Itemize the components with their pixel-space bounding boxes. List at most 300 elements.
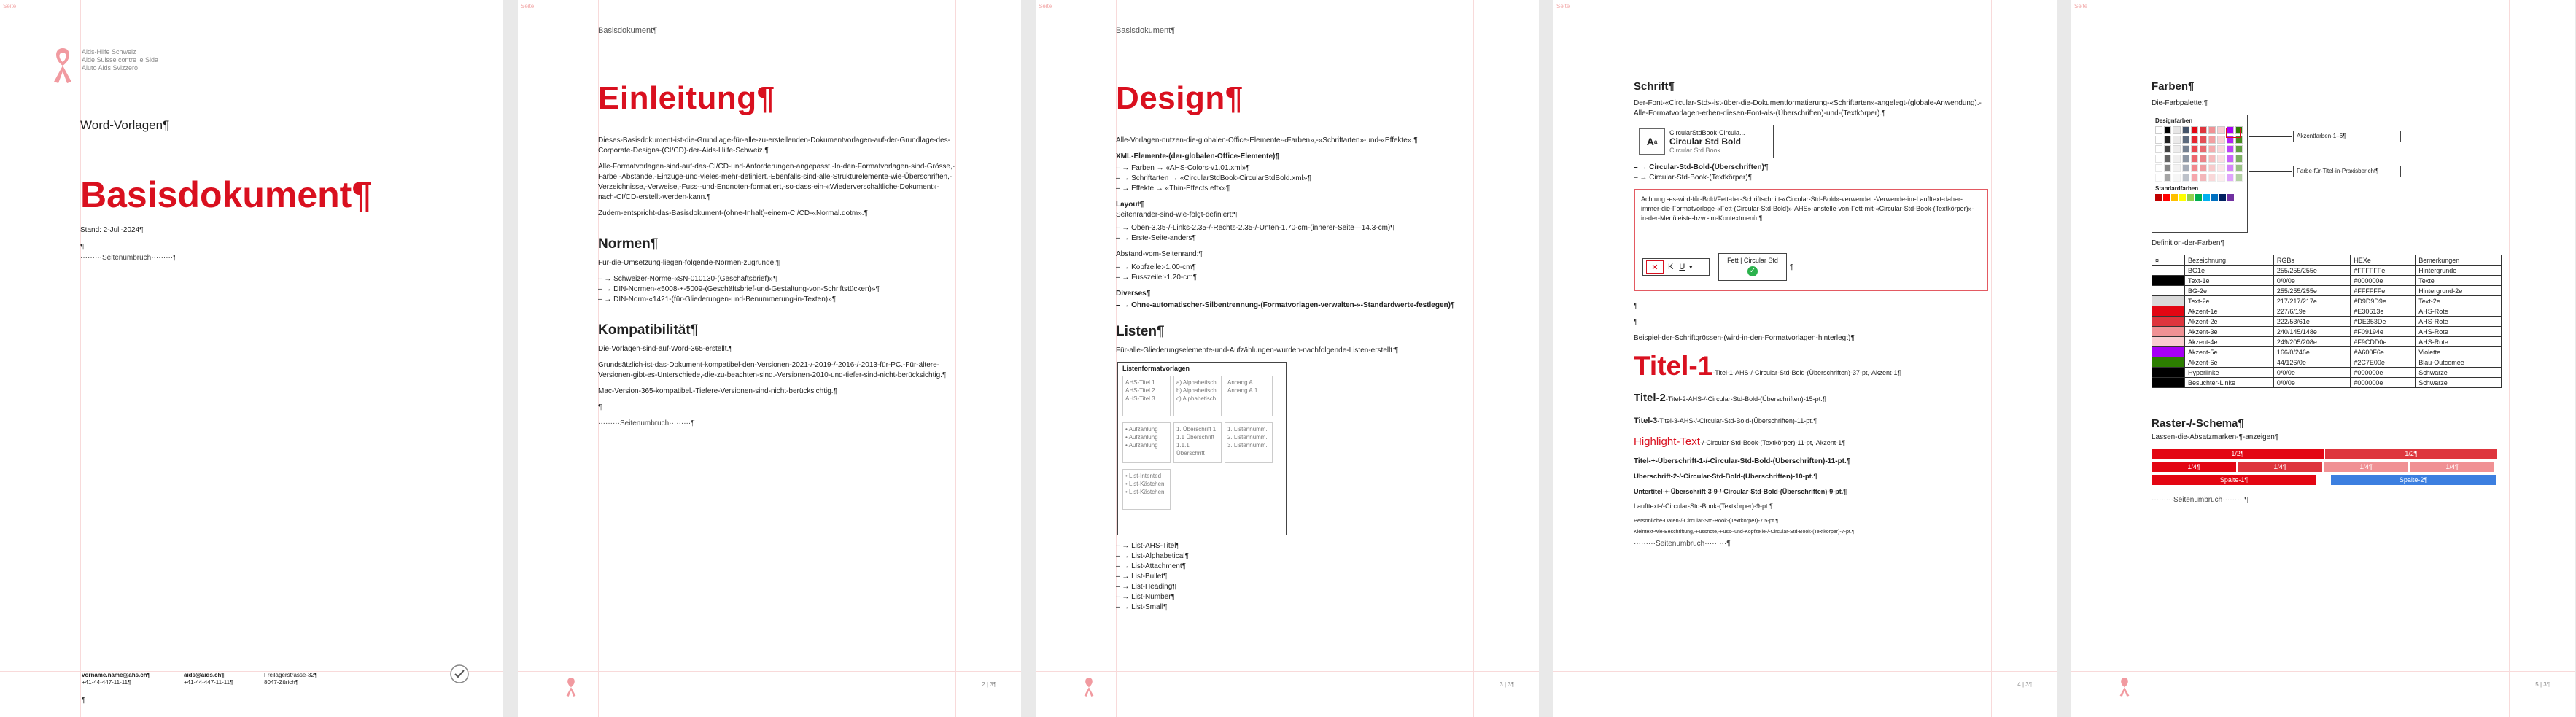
table-cell: #000000e xyxy=(2351,276,2416,286)
table-row xyxy=(2152,266,2502,276)
sample-title-2 xyxy=(1634,392,1991,405)
color-swatch[interactable] xyxy=(2217,126,2224,134)
color-swatch[interactable] xyxy=(2173,136,2180,144)
paragraph: Die-Vorlagen-sind-auf-Word-365-erstellt.¶ xyxy=(598,345,733,353)
sample-desc: -Titel-2-AHS-/-Circular-Std-Bold-(Überschriften)-15-pt.¶ xyxy=(1665,395,1826,403)
table-cell: #DE353De xyxy=(2351,317,2416,327)
grid-cell: 1/4¶ xyxy=(2152,462,2236,472)
paragraph: Mac-Version-365-kompatibel.-Tiefere-Versionen-sind-nicht-berücksichtig.¶ xyxy=(598,387,837,395)
table-cell: Akzent-6e xyxy=(2185,357,2274,368)
color-swatch[interactable] xyxy=(2173,155,2180,163)
list-item: – → Schweizer-Norme-«SN-010130-(Geschäftsbrief)»¶ xyxy=(598,274,955,284)
sample-title-1 xyxy=(1634,351,1991,381)
table-cell: Besuchter-Linke xyxy=(2185,378,2274,388)
sample-text: Highlight-Text xyxy=(1634,435,1700,448)
list-style-option[interactable] xyxy=(1173,376,1222,416)
heading-norms: Normen¶ xyxy=(598,236,659,252)
table-cell: 0/0/0e xyxy=(2273,368,2350,378)
list-style-option[interactable] xyxy=(1122,422,1171,463)
page-3 xyxy=(1036,0,1539,717)
color-swatch[interactable] xyxy=(2182,164,2189,172)
color-swatch[interactable] xyxy=(2200,174,2207,182)
color-swatch[interactable] xyxy=(2155,145,2162,153)
list-item: – → List-Small¶ xyxy=(1116,602,1473,613)
color-swatch[interactable] xyxy=(2235,155,2243,163)
sample-row: Kleintext-wie-Beschriftung,-Fussnote,-Fuss--und-Kopfzeile-/-Circular-Std-Book-(Textkörper)-7-pt.¶ xyxy=(1634,530,1855,535)
table-cell: 0/0/0e xyxy=(2273,276,2350,286)
color-swatch-cell xyxy=(2152,286,2185,296)
table-cell: AHS-Rote xyxy=(2416,317,2502,327)
list-style-line: 1.1.1 Überschrift xyxy=(1176,442,1205,457)
page-number: 3 | 3¶ xyxy=(1500,681,1514,688)
pilcrow: ¶ xyxy=(82,697,86,705)
color-swatch[interactable] xyxy=(2235,174,2243,182)
list-style-line: AHS-Titel 2 xyxy=(1125,387,1155,394)
footer-phone: +41-44-447-11-11¶ xyxy=(82,679,131,686)
list-style-line: a) Alphabetisch xyxy=(1176,379,1217,386)
sample-row: Überschrift-2-/-Circular-Std-Bold-(Überschriften)-10-pt.¶ xyxy=(1634,473,1817,481)
aids-ribbon-icon xyxy=(2117,675,2133,697)
grid-row-halves xyxy=(2152,449,2509,459)
table-row xyxy=(2152,306,2502,317)
paragraph: Alle-Formatvorlagen-sind-auf-das-CI/CD-und-Anforderungen-angepasst.-In-den-Formatvorlagen-sind-Grösse,-Farbe,-Abstände,-Einzüge-und-vieles-mehr-definiert.-Ebenfalls-sind-alle-Strukturelemente-wie-Überschriften,-Verzeichnisse,-Verweise,-Fuss--und-Endnoten-formatiert,-so-dass-ein-«Wiederverschaltliche-Dokument»-nach-CI/CD-erstellt-werden-kann.¶ xyxy=(598,163,955,201)
color-swatch[interactable] xyxy=(2200,164,2207,172)
table-cell: Text-1e xyxy=(2185,276,2274,286)
table-cell: #A600F6e xyxy=(2351,347,2416,357)
list-style-line: c) Alphabetisch xyxy=(1176,395,1217,402)
footer-phone: +41-44-447-11-11¶ xyxy=(184,679,233,686)
list-style-option[interactable] xyxy=(1122,469,1171,510)
list-item: – → List-Number¶ xyxy=(1116,592,1473,602)
certification-seal-icon xyxy=(449,664,470,684)
word-templates-label: Word-Vorlagen¶ xyxy=(80,118,170,132)
section-title: Einleitung¶ xyxy=(598,80,775,116)
list-style-option[interactable] xyxy=(1225,422,1273,463)
color-swatch[interactable] xyxy=(2191,164,2198,172)
sample-desc: -Titel-3-AHS-/-Circular-Std-Bold-(Überschriften)-11-pt.¶ xyxy=(1657,417,1817,425)
paragraph: Zudem-entspricht-das-Basisdokument-(ohne-Inhalt)-einem-CI/CD-«Normal.dotm».¶ xyxy=(598,209,868,217)
color-swatch[interactable] xyxy=(2217,145,2224,153)
table-cell: #000000e xyxy=(2351,368,2416,378)
color-swatch[interactable] xyxy=(2182,126,2189,134)
table-cell: Blau-Outcomee xyxy=(2416,357,2502,368)
color-swatch[interactable] xyxy=(2200,126,2207,134)
accent-highlight xyxy=(2226,128,2241,138)
norms-list xyxy=(598,274,955,305)
font-icon: A a xyxy=(1639,128,1665,155)
color-swatch[interactable] xyxy=(2195,194,2202,201)
list-style-group xyxy=(1122,422,1281,463)
callout-line xyxy=(2249,171,2292,172)
pilcrow: ¶ xyxy=(1634,318,1638,326)
table-row xyxy=(2152,276,2502,286)
page-header: Basisdokument¶ xyxy=(1116,26,1176,35)
color-swatch-cell xyxy=(2152,296,2185,306)
toolbar-example xyxy=(1642,253,1793,281)
table-row xyxy=(2152,317,2502,327)
paragraph: Definition-der-Farben¶ xyxy=(2152,239,2224,247)
org-line: Aiuto Aids Svizzero xyxy=(82,64,139,71)
heading-lists: Listen¶ xyxy=(1116,324,1165,339)
list-styles-panel[interactable] xyxy=(1117,362,1287,535)
color-swatch[interactable] xyxy=(2211,194,2218,201)
section-break-label: Seitenumbruch xyxy=(2173,496,2223,504)
subheading: XML-Elemente-(der-globalen-Office-Elemente)¶ xyxy=(1116,152,1279,160)
org-name xyxy=(82,48,158,72)
grid-cell: 1/2¶ xyxy=(2152,449,2324,459)
color-swatch[interactable] xyxy=(2164,126,2171,134)
list-style-line: • Aufzählung xyxy=(1125,442,1158,449)
palette-label: Designfarben xyxy=(2155,117,2193,124)
heading-colors: Farben¶ xyxy=(2152,80,2195,93)
subheading: Diverses¶ xyxy=(1116,290,1151,298)
org-line: Aide Suisse contre le Sida xyxy=(82,56,159,63)
page-header: Basisdokument¶ xyxy=(598,26,658,35)
warning-text: Achtung:-es-wird-für-Bold/Fett-der-Schriftschnitt-«Circular-Std-Bold»-verwendet.-Verwende-im-Laufftext-daher-immer-die-Formatvorlage-«Fett-(Circular-Std-Bold)»-AHS»-anstelle-von-Fett-mit-«Circular-Std-Book-(Textkörper)»-in-der-Menüleiste-bzw.-im-Kontextmenü.¶ xyxy=(1641,195,1974,222)
grid-cell: Spalte-1¶ xyxy=(2152,475,2316,485)
table-cell: #D9D9D9e xyxy=(2351,296,2416,306)
color-swatch[interactable] xyxy=(2217,174,2224,182)
list-item: – → DIN-Norm-«1421-(für-Gliederungen-und-Benummerung-in-Texten)»¶ xyxy=(598,295,955,305)
check-icon: ✓ xyxy=(1747,266,1758,276)
table-cell: 222/53/61e xyxy=(2273,317,2350,327)
color-swatch[interactable] xyxy=(2179,194,2186,201)
list-item: – → List-AHS-Titel¶ xyxy=(1116,541,1473,551)
sample-desc: -Titel-1-AHS-/-Circular-Std-Bold-(Überschriften)-37-pt,-Akzent-1¶ xyxy=(1712,369,1901,376)
callout-title-color: Farbe-für-Titel-in-Praxisbericht¶ xyxy=(2293,166,2401,177)
list-style-line: 1. Überschrift 1 xyxy=(1176,426,1217,433)
section-break: ·········Seitenumbruch·········¶ xyxy=(1634,540,1731,548)
color-swatch[interactable] xyxy=(2173,164,2180,172)
color-swatch[interactable] xyxy=(2164,145,2171,153)
color-swatch[interactable] xyxy=(2191,174,2198,182)
callout-line xyxy=(2249,136,2292,137)
color-swatch-cell xyxy=(2152,317,2185,327)
list-item: – → DIN-Normen-«5008-+-5009-(Geschäftsbrief-und-Gestaltung-von-Schriftstücken)»¶ xyxy=(598,284,955,295)
grid-row-quarters xyxy=(2152,462,2509,472)
table-row xyxy=(2152,286,2502,296)
page-number: 2 | 3¶ xyxy=(982,681,996,688)
palette-row xyxy=(2155,174,2244,182)
table-cell: Text-2e xyxy=(2185,296,2274,306)
color-swatch-cell xyxy=(2152,327,2185,337)
layout-list xyxy=(1116,223,1473,244)
page-marker: Seite xyxy=(1039,3,1052,9)
palette-area xyxy=(2152,115,2509,239)
list-names xyxy=(1116,541,1473,613)
list-item: – → List-Attachment¶ xyxy=(1116,562,1473,572)
color-swatch[interactable] xyxy=(2208,136,2216,144)
section-break: ·········Seitenumbruch·········¶ xyxy=(80,254,177,262)
underline-icon[interactable]: U xyxy=(1679,263,1685,271)
page-marker: Seite xyxy=(3,3,17,9)
table-cell: AHS-Rote xyxy=(2416,337,2502,347)
color-swatch-cell xyxy=(2152,357,2185,368)
list-style-option[interactable] xyxy=(1122,376,1171,416)
list-style-group xyxy=(1122,376,1281,416)
color-swatch[interactable] xyxy=(2227,194,2234,201)
color-swatch[interactable] xyxy=(2155,155,2162,163)
list-style-line: • List-Intented xyxy=(1125,473,1162,479)
footer-address: Freilagerstrasse-32¶ xyxy=(264,672,318,678)
table-cell: Texte xyxy=(2416,276,2502,286)
chevron-down-icon[interactable]: ▾ xyxy=(1689,263,1693,271)
color-swatch[interactable] xyxy=(2235,164,2243,172)
bold-style-button[interactable] xyxy=(1718,253,1787,281)
table-cell: #E30613e xyxy=(2351,306,2416,317)
color-swatch[interactable] xyxy=(2164,136,2171,144)
paragraph: Für-die-Umsetzung-liegen-folgende-Normen-zugrunde:¶ xyxy=(598,259,780,267)
font-list xyxy=(1634,163,1991,183)
grid-cell: Spalte-2¶ xyxy=(2331,475,2496,485)
format-toolbar[interactable] xyxy=(1642,258,1710,276)
color-swatch[interactable] xyxy=(2208,145,2216,153)
table-cell: Schwarze xyxy=(2416,368,2502,378)
paragraph: Dieses-Basisdokument-ist-die-Grundlage-für-alle-zu-erstellenden-Dokumentvorlagen-auf-der-Grundlage-des-Corporate-Designs-(CI/CD)-der-Aids-Hilfe-Schweiz.¶ xyxy=(598,136,950,155)
table-cell: 44/126/0e xyxy=(2273,357,2350,368)
list-item: – → List-Heading¶ xyxy=(1116,582,1473,592)
color-swatch[interactable] xyxy=(2200,145,2207,153)
section-break-label: Seitenumbruch xyxy=(619,419,670,427)
sample-row: Titel-+-Überschrift-1-/-Circular-Std-Bold-(Überschriften)-11-pt.¶ xyxy=(1634,457,1851,465)
table-header: Bemerkungen xyxy=(2416,255,2502,266)
color-swatch-cell xyxy=(2152,266,2185,276)
pilcrow: ¶ xyxy=(598,403,602,411)
list-style-line: AHS-Titel 1 xyxy=(1125,379,1155,386)
table-cell: AHS-Rote xyxy=(2416,306,2502,317)
list-style-option[interactable] xyxy=(1173,422,1222,463)
table-cell: 0/0/0e xyxy=(2273,378,2350,388)
table-cell: AHS-Rote xyxy=(2416,327,2502,337)
color-swatch[interactable] xyxy=(2173,174,2180,182)
aids-ribbon-icon xyxy=(563,675,579,697)
list-style-line: 1. Listennumm. xyxy=(1227,426,1268,433)
color-swatch[interactable] xyxy=(2208,174,2216,182)
table-cell: #2C7E00e xyxy=(2351,357,2416,368)
table-row xyxy=(2152,357,2502,368)
table-cell: 255/255/255e xyxy=(2273,286,2350,296)
color-swatch[interactable] xyxy=(2182,136,2189,144)
table-cell: #FFFFFFe xyxy=(2351,286,2416,296)
color-swatch[interactable] xyxy=(2163,194,2170,201)
org-line: Aids-Hilfe Schweiz xyxy=(82,48,136,55)
color-swatch-cell xyxy=(2152,306,2185,317)
heading-compatibility: Kompatibilität¶ xyxy=(598,322,699,338)
table-cell: 217/217/217e xyxy=(2273,296,2350,306)
grid-row-columns xyxy=(2152,475,2509,485)
list-style-line: • Aufzählung xyxy=(1125,434,1158,441)
pilcrow: ¶ xyxy=(80,243,85,251)
table-cell: 240/145/148e xyxy=(2273,327,2350,337)
color-swatch[interactable] xyxy=(2227,155,2234,163)
font-option[interactable]: Circular Std Book xyxy=(1669,147,1721,154)
color-swatch[interactable] xyxy=(2219,194,2226,201)
list-item: – → Circular-Std-Book-(Textkörper)¶ xyxy=(1634,173,1991,183)
misc-list xyxy=(1116,301,1473,311)
table-cell: 227/6/19e xyxy=(2273,306,2350,317)
sample-row: Persönliche-Daten-/-Circular-Std-Book-(Textkörper)-7.5-pt.¶ xyxy=(1634,517,1779,524)
grid-cell: 1/4¶ xyxy=(2410,462,2494,472)
xml-list xyxy=(1116,163,1473,194)
table-header-row xyxy=(2152,255,2502,266)
table-header: Bezeichnung xyxy=(2185,255,2274,266)
palette-row xyxy=(2155,164,2244,172)
color-swatch[interactable] xyxy=(2208,155,2216,163)
list-style-line: • List-Kästchen xyxy=(1125,489,1165,495)
list-item: – → Schriftarten → «CircularStdBook-CircularStdBold.xml»¶ xyxy=(1116,174,1473,184)
list-style-line: • List-Kästchen xyxy=(1125,481,1165,487)
table-cell: Akzent-1e xyxy=(2185,306,2274,317)
table-cell: #000000e xyxy=(2351,378,2416,388)
color-swatch[interactable] xyxy=(2227,145,2234,153)
font-option[interactable]: CircularStdBook-Circula... xyxy=(1669,129,1745,136)
page-marker: Seite xyxy=(521,3,535,9)
color-swatch[interactable] xyxy=(2191,145,2198,153)
color-swatch[interactable] xyxy=(2208,126,2216,134)
list-style-line: 3. Listennumm. xyxy=(1227,442,1268,449)
color-swatch[interactable] xyxy=(2191,126,2198,134)
list-item: – → Erste-Seite-anders¶ xyxy=(1116,233,1473,244)
color-swatch[interactable] xyxy=(2208,164,2216,172)
table-header: RGBs xyxy=(2273,255,2350,266)
page-number: 5 | 3¶ xyxy=(2535,681,2550,688)
color-swatch[interactable] xyxy=(2191,136,2198,144)
color-swatch[interactable] xyxy=(2173,126,2180,134)
page-1 xyxy=(0,0,503,717)
table-cell: Akzent-5e xyxy=(2185,347,2274,357)
font-picker[interactable] xyxy=(1634,125,1774,158)
page-4 xyxy=(1553,0,2057,717)
pilcrow: ¶ xyxy=(1790,263,1794,271)
color-swatch[interactable] xyxy=(2164,164,2171,172)
list-style-line: 2. Listennumm. xyxy=(1227,434,1268,441)
color-swatch[interactable] xyxy=(2155,164,2162,172)
sample-text: Titel-3 xyxy=(1634,416,1658,425)
warning-box xyxy=(1634,189,1988,291)
list-style-line: b) Alphabetisch xyxy=(1176,387,1217,394)
color-swatch[interactable] xyxy=(2164,155,2171,163)
paragraph: Die-Farbpalette:¶ xyxy=(2152,99,2208,107)
color-swatch[interactable] xyxy=(2164,174,2171,182)
table-row xyxy=(2152,347,2502,357)
color-swatch[interactable] xyxy=(2217,136,2224,144)
table-header: HEXe xyxy=(2351,255,2416,266)
list-item: – → List-Alphabetical¶ xyxy=(1116,551,1473,562)
table-cell: Akzent-4e xyxy=(2185,337,2274,347)
table-row xyxy=(2152,378,2502,388)
grid-intro: Lassen-die-Absatzmarken-¶-anzeigen¶ xyxy=(2152,433,2279,441)
page-2 xyxy=(518,0,1021,717)
sample-desc: -/-Circular-Std-Book-(Textkörper)-11-pt,-Akzent-1¶ xyxy=(1699,439,1846,446)
color-swatch[interactable] xyxy=(2227,174,2234,182)
aids-ribbon-logo xyxy=(48,44,77,85)
color-swatch-cell xyxy=(2152,276,2185,286)
style-label: Fett | Circular Std xyxy=(1727,257,1778,264)
section-break-label: Seitenumbruch xyxy=(101,254,152,262)
section-break: ·········Seitenumbruch·········¶ xyxy=(598,419,695,427)
table-row xyxy=(2152,337,2502,347)
color-swatch[interactable] xyxy=(2187,194,2194,201)
color-swatch[interactable] xyxy=(2203,194,2210,201)
section-break: ·········Seitenumbruch·········¶ xyxy=(2152,496,2249,504)
paragraph: Beispiel-der-Schriftgrössen-(wird-in-den-Formatvorlagen-hinterlegt)¶ xyxy=(1634,334,1855,342)
color-swatch[interactable] xyxy=(2235,145,2243,153)
subheading: Layout¶ xyxy=(1116,201,1144,209)
table-cell: 255/255/255e xyxy=(2273,266,2350,276)
table-cell: BG1e xyxy=(2185,266,2274,276)
paragraph: Alle-Vorlagen-nutzen-die-globalen-Office-Elemente-«Farben»,-«Schriftarten»-und-«Effekte».¶ xyxy=(1116,136,1418,144)
table-row xyxy=(2152,296,2502,306)
italic-icon[interactable]: K xyxy=(1668,263,1674,271)
color-swatch-cell xyxy=(2152,337,2185,347)
color-swatch[interactable] xyxy=(2182,174,2189,182)
color-swatch[interactable] xyxy=(2200,136,2207,144)
font-option[interactable]: Circular Std Bold xyxy=(1669,136,1742,147)
table-cell: #FFFFFFe xyxy=(2351,266,2416,276)
color-swatch[interactable] xyxy=(2217,164,2224,172)
color-swatch[interactable] xyxy=(2182,145,2189,153)
color-swatch[interactable] xyxy=(2182,155,2189,163)
table-cell: 166/0/246e xyxy=(2273,347,2350,357)
list-style-line: • Aufzählung xyxy=(1125,426,1158,433)
paragraph: Für-alle-Gliederungselemente-und-Aufzählungen-wurden-nachfolgende-Listen-erstellt:¶ xyxy=(1116,346,1399,354)
table-cell: #F9CDD0e xyxy=(2351,337,2416,347)
color-swatch[interactable] xyxy=(2217,155,2224,163)
table-cell: Violette xyxy=(2416,347,2502,357)
table-header: ¤ xyxy=(2152,255,2185,266)
footer-email: aids@aids.ch¶ xyxy=(184,672,225,678)
color-swatch[interactable] xyxy=(2173,145,2180,153)
table-row xyxy=(2152,368,2502,378)
list-item: – → Oben-3.35-/-Links-2.35-/-Rechts-2.35-/-Unten-1.70-cm-(innerer-Seite—14.3-cm)¶ xyxy=(1116,223,1473,233)
table-cell: Akzent-3e xyxy=(2185,327,2274,337)
pilcrow: ¶ xyxy=(1634,302,1638,310)
color-swatch[interactable] xyxy=(2191,155,2198,163)
list-item: – → Circular-Std-Bold-(Überschriften)¶ xyxy=(1634,163,1991,173)
list-style-group xyxy=(1122,469,1281,510)
list-item: – → Effekte → «Thin-Effects.eftx»¶ xyxy=(1116,184,1473,194)
list-style-grid xyxy=(1118,374,1286,517)
page-number: 4 | 3¶ xyxy=(2017,681,2032,688)
page-marker: Seite xyxy=(2074,3,2088,9)
color-swatch[interactable] xyxy=(2155,126,2162,134)
footer-email: vorname.name@ahs.ch¶ xyxy=(82,672,151,678)
section-title: Design¶ xyxy=(1116,80,1244,116)
page-marker: Seite xyxy=(1556,3,1570,9)
palette-row xyxy=(2155,155,2244,163)
paragraph: Der-Font-«Circular-Std»-ist-über-die-Dokumentformatierung-«Schriftarten»-angelegt-(globale-Anwendung).-Alle-Formatvorlagen-erben-diesen-Font-als-(Überschriften)-und-(Textkörper).¶ xyxy=(1634,99,1982,117)
sample-row: Laufttext-/-Circular-Std-Book-(Textkörper)-9-pt.¶ xyxy=(1634,503,1773,510)
grid-cell: 1/4¶ xyxy=(2324,462,2408,472)
spacing-list xyxy=(1116,263,1473,283)
color-swatch[interactable] xyxy=(2171,194,2178,201)
palette-std-label: Standardfarben xyxy=(2155,185,2199,192)
list-style-option[interactable] xyxy=(1225,376,1273,416)
table-cell: Hyperlinke xyxy=(2185,368,2274,378)
list-item: – → Farben → «AHS-Colors-v1.01.xml»¶ xyxy=(1116,163,1473,174)
color-swatch-cell xyxy=(2152,347,2185,357)
footer-city: 8047-Zürich¶ xyxy=(264,679,298,686)
color-swatch[interactable] xyxy=(2155,174,2162,182)
color-swatch[interactable] xyxy=(2155,136,2162,144)
paragraph: Seitenränder-sind-wie-folgt-definiert:¶ xyxy=(1116,211,1238,219)
paragraph: Grundsätzlich-ist-das-Dokument-kompatibel-den-Versionen-2021-/-2019-/-2016-/-2013-für-PC.-Für-ältere-Versionen-gibt-es-Unterschiede,-die-zu-beachten-sind.-Versionen-2010-und-tiefer-sind-nicht-berücksichtig.¶ xyxy=(598,361,947,379)
color-swatch[interactable] xyxy=(2227,164,2234,172)
color-swatch-cell xyxy=(2152,368,2185,378)
color-swatch[interactable] xyxy=(2155,194,2162,201)
sample-highlight xyxy=(1634,435,1991,449)
color-swatch[interactable] xyxy=(2200,155,2207,163)
